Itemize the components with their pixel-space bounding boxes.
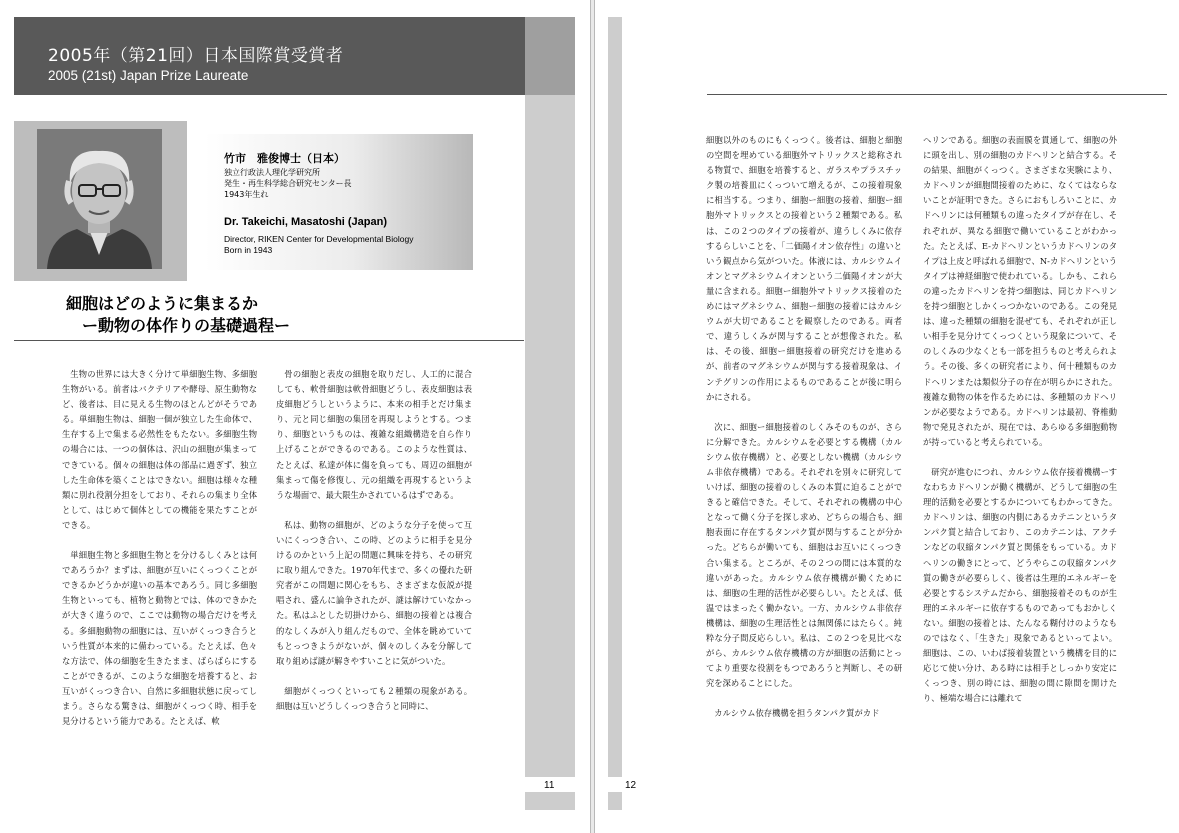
side-tab xyxy=(608,17,622,777)
page-number-left: 11 xyxy=(544,780,555,791)
paragraph: 細胞以外のものにもくっつく。後者は、細胞と細胞の空間を埋めている細胞外マトリックスと総称される物質で、細胞を培養すると、ガラスやプラスチック製の培養皿にくっついて増えるが、この接着現象に相当する。つまり、細胞ー細胞の接着、細胞ー細胞外マトリックスとの接着という２種類である。私は、この２つのタイプの接着が、違うしくみに依存するらしいことを、「二価陽イオン依存性」の違いという観点から気がついた。体液には、カルシウムイオンとマグネシウムイオンという二価陽イオンが大量に含まれる。細胞ー細胞外マトリックス接着のためにはマグネシウム、細胞ー細胞の接着にはカルシウムが大切であることを観察したのである。両者で、違うしくみが関与することが想像された。私は、その後、細胞ー細胞接着の研究だけを進めるが、前者のマグネシウムが関与する接着現象は、インテグリンの作用によるものであることが後に明らかにされる。 xyxy=(706,135,902,402)
side-tab-top xyxy=(525,17,575,95)
page-bottom-bar xyxy=(608,792,622,810)
laureate-org-ja-1: 独立行政法人理化学研究所 xyxy=(224,168,320,177)
paragraph: 骨の細胞と表皮の細胞を取りだし、人工的に混合しても、軟骨細胞は軟骨細胞どうし、表皮細胞は表皮細胞どうしというように、本来の相手とだけ集まり、元と同じ細胞の集団を再現しようとする。つまり、細胞というものは、複雑な組織構造を自ら作り上げることができるのである。このような性質は、たとえば、私達が体に傷を負っても、周辺の細胞が集まって傷を修復し、元の組織を再現するというような場面で、最大限生かされているはずである。 xyxy=(276,369,472,500)
text-column-1 xyxy=(62,367,257,729)
text-column-2 xyxy=(276,367,472,714)
paragraph: 私は、動物の細胞が、どのような分子を使って互いにくっつき合い、この時、どのように相手を見分けるのかという上記の問題に興味を持ち、その研究に取り組んできた。1970年代まで、多くの優れた研究者がこの問題に関心をもち、さまざまな仮説が提唱され、盛んに論争されたが、謎は解けていなかった。私はふとした切掛けから、細胞の接着とは複合的なしくみが入り組んだもので、全体を眺めていてもとっつきようがないが、個々のしくみを分解して取り組めば謎が解きやすいことに気がついた。 xyxy=(276,519,472,666)
page-number-right: 12 xyxy=(625,780,637,791)
page-bottom-bar xyxy=(525,792,575,810)
paragraph: 細胞がくっつくといっても２種類の現象がある。細胞は互いどうしくっつき合うと同時に、 xyxy=(276,685,472,711)
header-title-ja: 2005年（第21回）日本国際賞受賞者 xyxy=(48,46,344,66)
laureate-name-ja: 竹市 雅俊博士（日本） xyxy=(224,152,345,165)
side-tab xyxy=(525,17,575,777)
laureate-born-ja: 1943年生れ xyxy=(224,190,269,199)
title-rule xyxy=(14,340,524,341)
paragraph: 単細胞生物と多細胞生物とを分けるしくみとは何であろうか？まずは、細胞が互いにくっつくことができるかどうかが違いの基本であろう。同じ多細胞生物といっても、植物と動物とでは、体のできかたが大きく違うので、ここでは動物の場合だけを考える。多細胞動物の細胞には、互いがくっつき合うという性質が本来的に備わっている。たとえば、色々な方法で、体の細胞を生きたまま、ばらばらにすることができるが、このような細胞を培養すると、お互いがくっつき合い、自然に多細胞状態に戻ってしまう。さらなる驚きは、細胞がくっつく時、相手を見分けるという能力である。たとえば、軟 xyxy=(62,550,257,727)
text-column-4 xyxy=(923,133,1117,706)
article-title: 細胞はどのように集まるか xyxy=(66,294,259,313)
laureate-name-en: Dr. Takeichi, Masatoshi (Japan) xyxy=(224,216,388,228)
paragraph: カルシウム依存機構を担うタンパク質がカド xyxy=(714,708,880,719)
paragraph: 生物の世界には大きく分けて単細胞生物、多細胞生物がいる。前者はバクテリアや酵母、原生動物など、後者は、目に見える生物のほとんどがそうである。単細胞生物は、細胞一個が独立した生命体で、生存する上で集まる必然性をもたない。多細胞生物の場合には、一つの個体は、沢山の細胞が集まってできている。個々の細胞は体の部品に過ぎず、独立した生命体を築くことはできない。細胞は様々な種類に別れ役割分担をしており、それらの集まり全体として、はじめて個体としての機能を果たすことができる。 xyxy=(62,369,257,530)
paragraph: ヘリンである。細胞の表面膜を貫通して、細胞の外に頭を出し、別の細胞のカドヘリンと結合する。その結果、細胞がくっつく。さまざまな実験により、カドヘリンが細胞間接着のために、なくてはならないことが証明できた。さらにおもしろいことに、カドヘリンには何種類もの違ったタイプが存在し、それぞれが、異なる細胞で働いていることがわかった。たとえば、E-カドヘリンというカドヘリンのタイプは上皮と呼ばれる細胞で、N-カドヘリンというタイプは神経細胞で使われている。しかも、これらの違ったカドヘリンを持つ細胞は、同じカドヘリンを持つ細胞としかくっつかないのである。この発見は、違った種類の細胞を混ぜても、それぞれが正しい相手を見分けてくっつくという現象について、そのしくみの少なくとも一部を担うものと考えられよう。その後、多くの研究者により、何十種類ものカドヘリンまたは類似分子の存在が明らかにされた。複雑な動物の体を作るためには、多種類のカドヘリンが必要なようである。カドヘリンは最初、脊椎動物で発見されたが、現在では、あらゆる多細胞動物が持っていると考えられている。 xyxy=(923,135,1117,447)
header-rule xyxy=(707,94,1167,95)
paragraph: 次に、細胞ー細胞接着のしくみそのものが、さらに分解できた。カルシウムを必要とする機構（カルシウム依存機構）と、必要としない機構（カルシウム非依存機構）である。それぞれを別々に研究していけば、細胞の接着のしくみの本質に迫ることができると確信できた。そして、それぞれの機構の中心となって働く分子を探し求め、どちらの場合も、細胞表面に存在するタンパク質が関与することが分かった。どちらが働いても、細胞はお互いにくっつき合い集まる。ところが、その２つの間には本質的な違いがあった。カルシウム依存機構が働くためには、細胞の生理的活性が必要らしい。たとえば、低温ではまったく働かない。一方、カルシウム非依存機構は、細胞の生理活性とは無関係にはたらく。純粋な分子間反応らしい。私は、この２つを見比べながら、カルシウム依存機構の方が細胞の活動にとってより重要な役割をもつであろうと判断し、その研究を深めることにした。 xyxy=(706,421,902,689)
laureate-org-ja-2: 発生・再生科学総合研究センター長 xyxy=(224,179,352,188)
right-page xyxy=(594,0,1179,833)
portrait-icon xyxy=(37,129,162,269)
laureate-born-en: Born in 1943 xyxy=(224,245,273,255)
portrait-photo xyxy=(37,129,162,269)
header-title-en: 2005 (21st) Japan Prize Laureate xyxy=(48,68,249,83)
text-column-3 xyxy=(706,133,902,721)
laureate-org-en: Director, RIKEN Center for Developmental Biology xyxy=(224,234,414,244)
paragraph: 研究が進むにつれ、カルシウム依存接着機構ーすなわちカドヘリンが働く機構が、どうして細胞の生理的活動を必要とするかについてもわかってきた。カドヘリンは、細胞の内側にあるカテニンというタンパク質と結合しており、このカテニンは、アクチンなどの収縮タンパク質と関係をもっている。カドヘリンの働きにとって、どうやらこの収縮タンパク質の働きが必要らしく、後者は生理的エネルギーを必要とするシステムだから、細胞接着そのものが生理的エネルギーに依存するものであってもおかしくない。細胞の接着とは、たんなる糊付けのようなものではなく、「生きた」現象であるといってよい。細胞は、この、いわば接着装置という機構を目的に応じて使い分け、ある時には相手としっかり安定にくっつき、別の時には、細胞の間に隙間を開けたり、極端な場合には離れて xyxy=(923,466,1117,704)
article-subtitle: ー動物の体作りの基礎過程ー xyxy=(82,316,291,335)
